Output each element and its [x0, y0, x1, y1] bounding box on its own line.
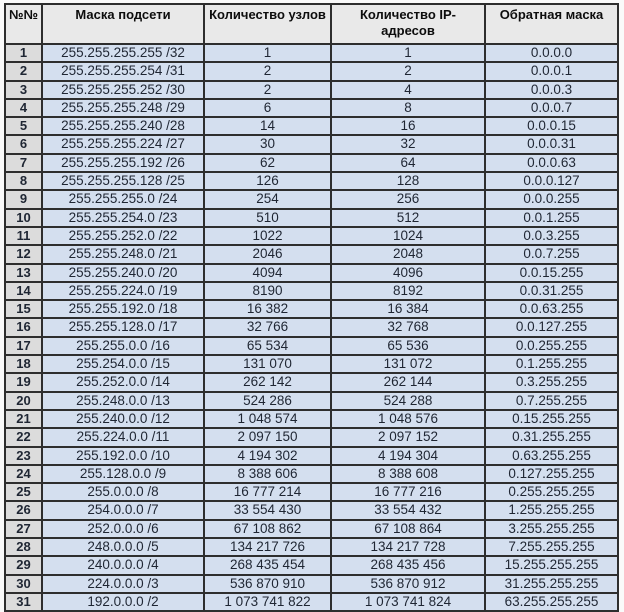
ip-count-cell: 32 — [331, 135, 485, 153]
wildcard-mask-cell: 0.0.0.255 — [485, 190, 618, 208]
subnet-mask-cell: 248.0.0.0 /5 — [42, 538, 204, 556]
row-number: 28 — [5, 538, 42, 556]
row-number: 5 — [5, 117, 42, 135]
row-number: 6 — [5, 135, 42, 153]
ip-count-cell: 2048 — [331, 245, 485, 263]
host-count-cell: 4 194 302 — [204, 447, 331, 465]
host-count-cell: 2 097 150 — [204, 428, 331, 446]
ip-count-cell: 134 217 728 — [331, 538, 485, 556]
ip-count-cell: 67 108 864 — [331, 520, 485, 538]
host-count-cell: 268 435 454 — [204, 556, 331, 574]
ip-count-cell: 524 288 — [331, 392, 485, 410]
ip-count-cell: 32 768 — [331, 318, 485, 336]
column-header: Обратная маска — [485, 4, 618, 44]
ip-count-cell: 1 — [331, 44, 485, 62]
column-header: Маска подсети — [42, 4, 204, 44]
row-number: 10 — [5, 209, 42, 227]
subnet-mask-cell: 254.0.0.0 /7 — [42, 501, 204, 519]
subnet-mask-cell: 255.255.255.254 /31 — [42, 62, 204, 80]
host-count-cell: 1 — [204, 44, 331, 62]
table-body — [5, 44, 618, 611]
row-number: 12 — [5, 245, 42, 263]
wildcard-mask-cell: 0.0.0.7 — [485, 99, 618, 117]
row-number: 27 — [5, 520, 42, 538]
ip-count-cell: 64 — [331, 154, 485, 172]
row-number: 13 — [5, 264, 42, 282]
host-count-cell: 1022 — [204, 227, 331, 245]
header-row — [5, 4, 618, 44]
row-number: 26 — [5, 501, 42, 519]
wildcard-mask-cell: 0.1.255.255 — [485, 355, 618, 373]
subnet-mask-cell: 255.255.255.192 /26 — [42, 154, 204, 172]
host-count-cell: 8190 — [204, 282, 331, 300]
row-number: 31 — [5, 593, 42, 611]
host-count-cell: 254 — [204, 190, 331, 208]
table-row — [5, 300, 618, 318]
wildcard-mask-cell: 0.0.31.255 — [485, 282, 618, 300]
table-row — [5, 190, 618, 208]
wildcard-mask-cell: 0.0.0.127 — [485, 172, 618, 190]
subnet-mask-cell: 252.0.0.0 /6 — [42, 520, 204, 538]
row-number: 22 — [5, 428, 42, 446]
host-count-cell: 33 554 430 — [204, 501, 331, 519]
host-count-cell: 16 777 214 — [204, 483, 331, 501]
wildcard-mask-cell: 3.255.255.255 — [485, 520, 618, 538]
ip-count-cell: 536 870 912 — [331, 575, 485, 593]
subnet-mask-cell: 255.255.255.248 /29 — [42, 99, 204, 117]
row-number: 3 — [5, 81, 42, 99]
row-number: 21 — [5, 410, 42, 428]
ip-count-cell: 16 384 — [331, 300, 485, 318]
table-row — [5, 318, 618, 336]
ip-count-cell: 256 — [331, 190, 485, 208]
row-number: 23 — [5, 447, 42, 465]
host-count-cell: 2046 — [204, 245, 331, 263]
row-number: 19 — [5, 373, 42, 391]
host-count-cell: 4094 — [204, 264, 331, 282]
table-row — [5, 447, 618, 465]
subnet-mask-cell: 255.255.255.252 /30 — [42, 81, 204, 99]
subnet-mask-cell: 255.255.255.0 /24 — [42, 190, 204, 208]
table-row — [5, 62, 618, 80]
table-header — [5, 4, 618, 44]
host-count-cell: 67 108 862 — [204, 520, 331, 538]
table-row — [5, 593, 618, 611]
wildcard-mask-cell: 7.255.255.255 — [485, 538, 618, 556]
subnet-mask-cell: 255.255.255.128 /25 — [42, 172, 204, 190]
subnet-mask-cell: 255.255.224.0 /19 — [42, 282, 204, 300]
table-row — [5, 465, 618, 483]
ip-count-cell: 4 194 304 — [331, 447, 485, 465]
row-number: 15 — [5, 300, 42, 318]
host-count-cell: 1 048 574 — [204, 410, 331, 428]
subnet-mask-cell: 255.255.255.240 /28 — [42, 117, 204, 135]
row-number: 20 — [5, 392, 42, 410]
ip-count-cell: 268 435 456 — [331, 556, 485, 574]
subnet-mask-cell: 255.255.248.0 /21 — [42, 245, 204, 263]
ip-count-cell: 1 073 741 824 — [331, 593, 485, 611]
host-count-cell: 2 — [204, 81, 331, 99]
host-count-cell: 14 — [204, 117, 331, 135]
ip-count-cell: 131 072 — [331, 355, 485, 373]
ip-count-cell: 33 554 432 — [331, 501, 485, 519]
host-count-cell: 524 286 — [204, 392, 331, 410]
host-count-cell: 262 142 — [204, 373, 331, 391]
column-header: Количество IP-адресов — [331, 4, 485, 44]
ip-count-cell: 128 — [331, 172, 485, 190]
table-row — [5, 337, 618, 355]
table-row — [5, 282, 618, 300]
subnet-mask-cell: 255.252.0.0 /14 — [42, 373, 204, 391]
table-row — [5, 117, 618, 135]
subnet-mask-cell: 255.248.0.0 /13 — [42, 392, 204, 410]
table-row — [5, 556, 618, 574]
table-row — [5, 373, 618, 391]
host-count-cell: 131 070 — [204, 355, 331, 373]
subnet-mask-cell: 255.240.0.0 /12 — [42, 410, 204, 428]
column-header: №№ — [5, 4, 42, 44]
ip-count-cell: 65 536 — [331, 337, 485, 355]
wildcard-mask-cell: 0.7.255.255 — [485, 392, 618, 410]
row-number: 29 — [5, 556, 42, 574]
ip-count-cell: 2 097 152 — [331, 428, 485, 446]
wildcard-mask-cell: 0.0.63.255 — [485, 300, 618, 318]
subnet-mask-cell: 255.192.0.0 /10 — [42, 447, 204, 465]
host-count-cell: 1 073 741 822 — [204, 593, 331, 611]
table-row — [5, 245, 618, 263]
table-row — [5, 99, 618, 117]
table-row — [5, 81, 618, 99]
row-number: 17 — [5, 337, 42, 355]
wildcard-mask-cell: 0.0.255.255 — [485, 337, 618, 355]
wildcard-mask-cell: 0.31.255.255 — [485, 428, 618, 446]
host-count-cell: 16 382 — [204, 300, 331, 318]
wildcard-mask-cell: 0.0.1.255 — [485, 209, 618, 227]
subnet-mask-table — [4, 3, 619, 612]
host-count-cell: 2 — [204, 62, 331, 80]
wildcard-mask-cell: 0.0.0.1 — [485, 62, 618, 80]
wildcard-mask-cell: 1.255.255.255 — [485, 501, 618, 519]
subnet-mask-cell: 255.255.0.0 /16 — [42, 337, 204, 355]
subnet-mask-cell: 255.255.240.0 /20 — [42, 264, 204, 282]
wildcard-mask-cell: 0.0.15.255 — [485, 264, 618, 282]
ip-count-cell: 2 — [331, 62, 485, 80]
host-count-cell: 126 — [204, 172, 331, 190]
ip-count-cell: 1024 — [331, 227, 485, 245]
table-row — [5, 410, 618, 428]
subnet-mask-cell: 255.255.252.0 /22 — [42, 227, 204, 245]
row-number: 30 — [5, 575, 42, 593]
row-number: 18 — [5, 355, 42, 373]
ip-count-cell: 4 — [331, 81, 485, 99]
wildcard-mask-cell: 0.0.3.255 — [485, 227, 618, 245]
row-number: 4 — [5, 99, 42, 117]
wildcard-mask-cell: 0.0.0.63 — [485, 154, 618, 172]
wildcard-mask-cell: 0.0.0.3 — [485, 81, 618, 99]
wildcard-mask-cell: 0.0.0.0 — [485, 44, 618, 62]
row-number: 16 — [5, 318, 42, 336]
row-number: 2 — [5, 62, 42, 80]
wildcard-mask-cell: 0.63.255.255 — [485, 447, 618, 465]
table-row — [5, 135, 618, 153]
ip-count-cell: 4096 — [331, 264, 485, 282]
host-count-cell: 6 — [204, 99, 331, 117]
table-row — [5, 538, 618, 556]
host-count-cell: 536 870 910 — [204, 575, 331, 593]
wildcard-mask-cell: 0.15.255.255 — [485, 410, 618, 428]
wildcard-mask-cell: 0.127.255.255 — [485, 465, 618, 483]
ip-count-cell: 262 144 — [331, 373, 485, 391]
row-number: 14 — [5, 282, 42, 300]
ip-count-cell: 1 048 576 — [331, 410, 485, 428]
ip-count-cell: 8192 — [331, 282, 485, 300]
wildcard-mask-cell: 63.255.255.255 — [485, 593, 618, 611]
table-row — [5, 44, 618, 62]
host-count-cell: 134 217 726 — [204, 538, 331, 556]
table-row — [5, 209, 618, 227]
ip-count-cell: 16 — [331, 117, 485, 135]
host-count-cell: 8 388 606 — [204, 465, 331, 483]
subnet-mask-cell: 255.255.255.255 /32 — [42, 44, 204, 62]
table-row — [5, 264, 618, 282]
host-count-cell: 30 — [204, 135, 331, 153]
table-row — [5, 428, 618, 446]
subnet-mask-cell: 255.224.0.0 /11 — [42, 428, 204, 446]
subnet-mask-cell: 255.128.0.0 /9 — [42, 465, 204, 483]
table-row — [5, 483, 618, 501]
table-row — [5, 520, 618, 538]
row-number: 1 — [5, 44, 42, 62]
table-row — [5, 172, 618, 190]
subnet-mask-cell: 255.255.192.0 /18 — [42, 300, 204, 318]
subnet-mask-cell: 224.0.0.0 /3 — [42, 575, 204, 593]
row-number: 7 — [5, 154, 42, 172]
table-row — [5, 392, 618, 410]
ip-count-cell: 8 — [331, 99, 485, 117]
host-count-cell: 32 766 — [204, 318, 331, 336]
row-number: 25 — [5, 483, 42, 501]
wildcard-mask-cell: 0.0.127.255 — [485, 318, 618, 336]
subnet-mask-cell: 255.254.0.0 /15 — [42, 355, 204, 373]
table-row — [5, 575, 618, 593]
subnet-mask-cell: 255.255.254.0 /23 — [42, 209, 204, 227]
subnet-mask-cell: 255.255.128.0 /17 — [42, 318, 204, 336]
row-number: 9 — [5, 190, 42, 208]
host-count-cell: 65 534 — [204, 337, 331, 355]
subnet-mask-cell: 192.0.0.0 /2 — [42, 593, 204, 611]
row-number: 24 — [5, 465, 42, 483]
column-header: Количество узлов — [204, 4, 331, 44]
ip-count-cell: 16 777 216 — [331, 483, 485, 501]
wildcard-mask-cell: 15.255.255.255 — [485, 556, 618, 574]
table-row — [5, 355, 618, 373]
table-row — [5, 227, 618, 245]
subnet-mask-cell: 255.255.255.224 /27 — [42, 135, 204, 153]
subnet-mask-cell: 240.0.0.0 /4 — [42, 556, 204, 574]
host-count-cell: 510 — [204, 209, 331, 227]
wildcard-mask-cell: 31.255.255.255 — [485, 575, 618, 593]
wildcard-mask-cell: 0.255.255.255 — [485, 483, 618, 501]
wildcard-mask-cell: 0.0.7.255 — [485, 245, 618, 263]
host-count-cell: 62 — [204, 154, 331, 172]
table-row — [5, 501, 618, 519]
subnet-mask-cell: 255.0.0.0 /8 — [42, 483, 204, 501]
table-row — [5, 154, 618, 172]
wildcard-mask-cell: 0.0.0.15 — [485, 117, 618, 135]
wildcard-mask-cell: 0.0.0.31 — [485, 135, 618, 153]
row-number: 11 — [5, 227, 42, 245]
row-number: 8 — [5, 172, 42, 190]
wildcard-mask-cell: 0.3.255.255 — [485, 373, 618, 391]
ip-count-cell: 8 388 608 — [331, 465, 485, 483]
ip-count-cell: 512 — [331, 209, 485, 227]
